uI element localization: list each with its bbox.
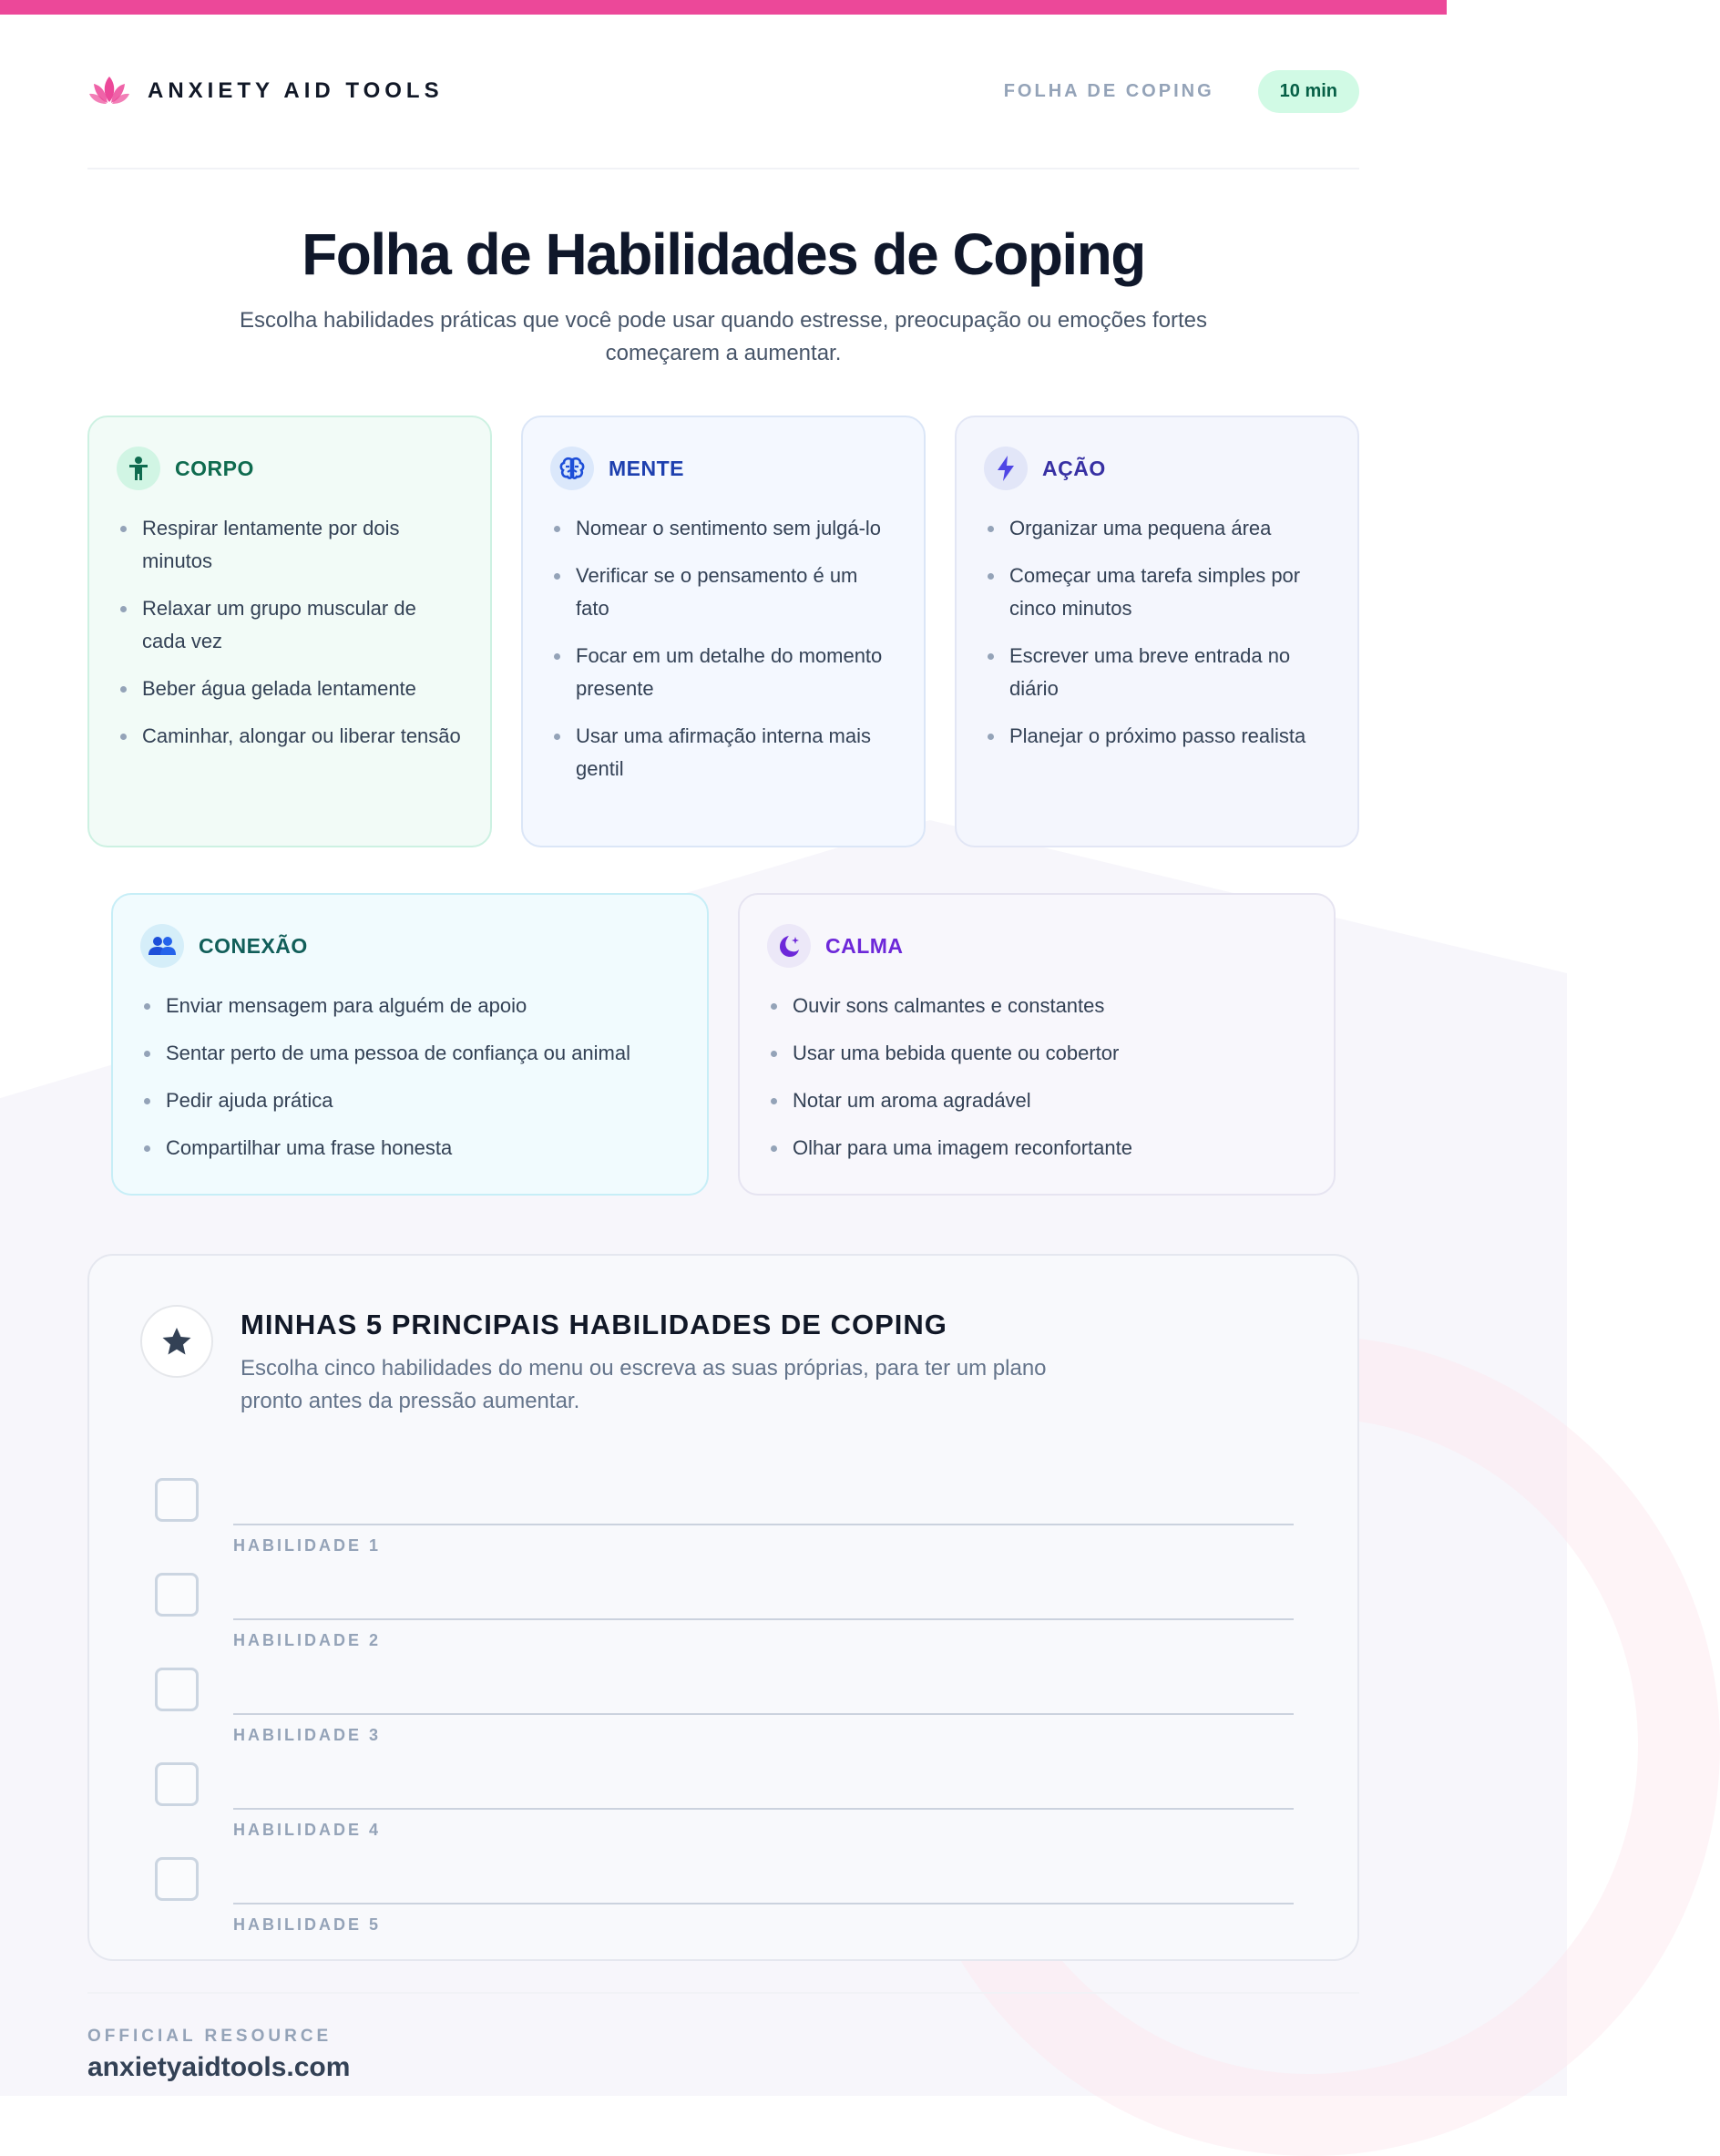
list-item: Nomear o sentimento sem julgá-lo [550,512,896,545]
list-item: Escrever uma breve entrada no diário [984,640,1330,705]
skill-slot [140,1664,1294,1759]
list-item: Pedir ajuda prática [140,1084,680,1117]
skill-input-line[interactable] [233,1853,1294,1904]
list-item: Enviar mensagem para alguém de apoio [140,990,680,1022]
list-item: Notar um aroma agradável [767,1084,1306,1117]
category-title: CONEXÃO [199,933,308,958]
header [87,15,1359,169]
skill-input-line[interactable] [233,1474,1294,1525]
lightning-icon [984,447,1028,490]
list-item: Sentar perto de uma pessoa de confiança ou animal [140,1037,680,1070]
skill-slot-label: HABILIDADE 4 [233,1821,382,1839]
top-accent-bar [0,0,1447,15]
brand[interactable] [87,69,444,113]
skill-slot-label: HABILIDADE 3 [233,1726,382,1744]
footer-label: OFFICIAL RESOURCE [87,2027,333,2046]
skill-checkbox[interactable] [155,1857,199,1901]
list-item: Usar uma bebida quente ou cobertor [767,1037,1306,1070]
doc-type-label: FOLHA DE COPING [1003,80,1214,101]
skill-checkbox[interactable] [155,1668,199,1711]
footer-url[interactable]: anxietyaidtools.com [87,2052,351,2082]
skill-checkbox[interactable] [155,1762,199,1806]
top-5-description: Escolha cinco habilidades do menu ou escreva as suas próprias, para ter um plano pronto antes da pressão aumentar. [241,1356,1047,1413]
skill-slot [140,1853,1294,1948]
skill-checkbox[interactable] [155,1573,199,1617]
skill-slot [140,1759,1294,1853]
skill-input-line[interactable] [233,1664,1294,1715]
people-icon [140,924,184,968]
category-title: CORPO [175,456,254,480]
skill-list [550,512,896,785]
skill-input-line[interactable] [233,1759,1294,1810]
person-icon [117,447,160,490]
skill-slot-label: HABILIDADE 2 [233,1631,382,1649]
list-item: Planejar o próximo passo realista [984,720,1330,753]
page-subtitle: Escolha habilidades práticas que você pode usar quando estresse, preocupação ou emoções fortes começarem a aumentar. [239,308,1207,365]
skill-checkbox[interactable] [155,1478,199,1522]
list-item: Relaxar um grupo muscular de cada vez [117,592,463,658]
list-item: Compartilhar uma frase honesta [140,1132,680,1165]
skill-slot-label: HABILIDADE 1 [233,1536,382,1555]
category-title: CALMA [825,933,904,958]
skill-list [140,990,680,1165]
list-item: Respirar lentamente por dois minutos [117,512,463,578]
list-item: Olhar para uma imagem reconfortante [767,1132,1306,1165]
category-card-acao [955,416,1359,847]
category-title: AÇÃO [1042,456,1106,480]
list-item: Ouvir sons calmantes e constantes [767,990,1306,1022]
category-card-conexao [111,893,709,1196]
category-title: MENTE [609,456,684,480]
brain-icon [550,447,594,490]
top-5-section [87,1254,1359,1961]
list-item: Focar em um detalhe do momento presente [550,640,896,705]
category-card-corpo [87,416,492,847]
list-item: Verificar se o pensamento é um fato [550,560,896,625]
page-title: Folha de Habilidades de Coping [302,221,1145,287]
time-badge: 10 min [1258,70,1359,113]
category-card-calma [738,893,1336,1196]
brand-name: ANXIETY AID TOOLS [148,78,444,103]
list-item: Caminhar, alongar ou liberar tensão [117,720,463,753]
skill-slots [140,1474,1294,1948]
skills-row-2 [87,893,1359,1196]
moon-icon [767,924,811,968]
skills-row-1 [87,416,1359,847]
title-block [87,169,1359,370]
list-item: Beber água gelada lentamente [117,672,463,705]
top-5-title: MINHAS 5 PRINCIPAIS HABILIDADES DE COPING [241,1309,947,1340]
skill-input-line[interactable] [233,1569,1294,1620]
lotus-icon [87,69,131,113]
skill-list [117,512,463,753]
skill-slot-label: HABILIDADE 5 [233,1915,382,1934]
list-item: Usar uma afirmação interna mais gentil [550,720,896,785]
header-meta [1004,70,1359,113]
star-icon [140,1305,213,1378]
list-item: Organizar uma pequena área [984,512,1330,545]
skill-slot [140,1569,1294,1664]
skill-list [767,990,1306,1165]
category-card-mente [521,416,926,847]
skill-slot [140,1474,1294,1569]
footer [87,1992,1359,2083]
page [87,15,1359,2083]
skill-list [984,512,1330,753]
list-item: Começar uma tarefa simples por cinco minutos [984,560,1330,625]
